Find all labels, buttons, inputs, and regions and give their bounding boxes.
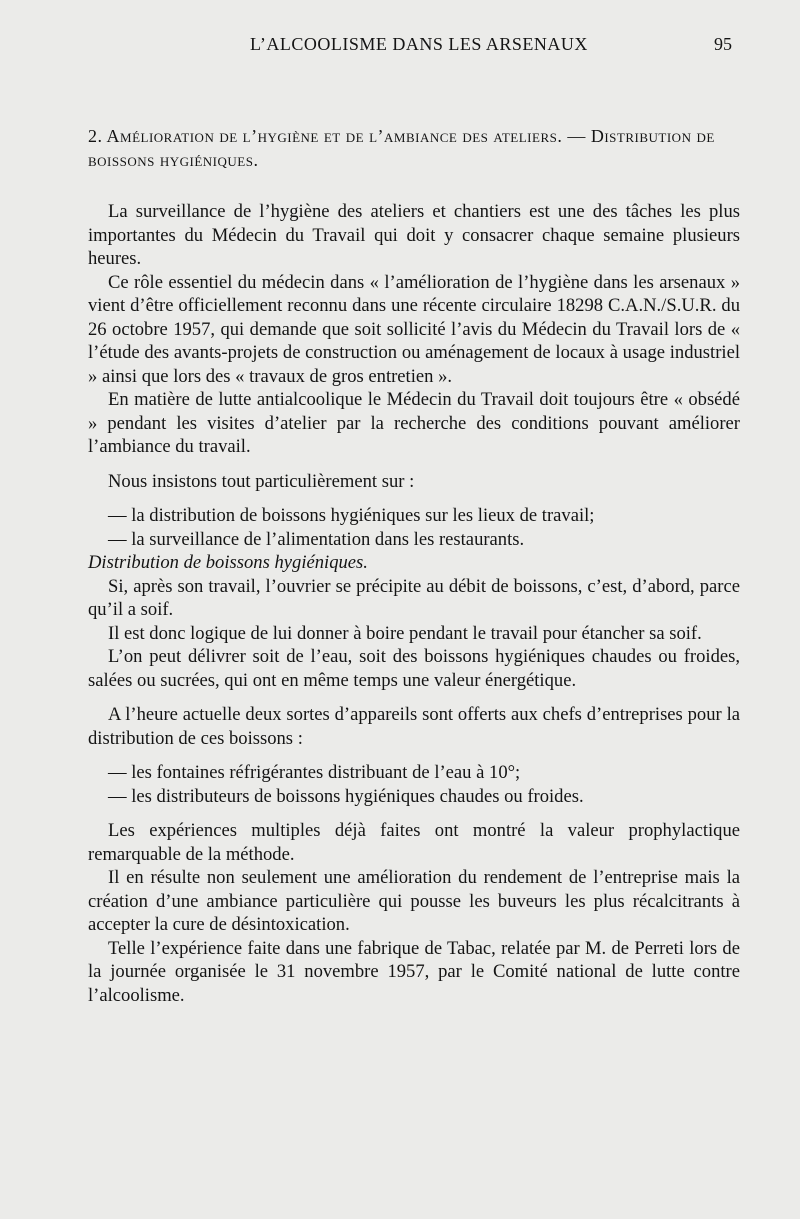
- running-title: L’ALCOOLISME DANS LES ARSENAUX: [250, 34, 588, 54]
- paragraph: L’on peut délivrer soit de l’eau, soit des boissons hygiéniques chaudes ou froides, salées ou sucrées, qui ont en même temps une valeur énergétique.: [88, 646, 740, 691]
- page-number: 95: [714, 34, 732, 54]
- paragraph: Nous insistons tout particulièrement sur :: [108, 470, 415, 492]
- section-number: 2.: [88, 126, 103, 146]
- paragraph: Les expériences multiples déjà faites ont montré la valeur prophylactique remarquable de la méthode.: [88, 820, 740, 865]
- section-heading: [88, 124, 748, 172]
- paragraph: Telle l’expérience faite dans une fabrique de Tabac, relatée par M. de Perreti lors de la journée organisée le 31 novembre 1957, par le Comité national de lutte contre l’alcoolisme.: [88, 937, 740, 1006]
- subheading: Distribution de boissons hygiéniques.: [88, 552, 368, 573]
- section-title: Amélioration de l’hygiène et de l’ambiance des ateliers. — Distribution de boissons hygiéniques.: [88, 126, 715, 170]
- paragraph: Il en résulte non seulement une amélioration du rendement de l’entreprise mais la création d’une ambiance particulière qui pousse les buveurs les plus récalcitrants à accepter la cure de désintoxication.: [88, 867, 740, 935]
- list-item: — la distribution de boissons hygiéniques sur les lieux de travail;: [108, 505, 595, 526]
- paragraph: En matière de lutte antialcoolique le Médecin du Travail doit toujours être « obsédé » pendant les visites d’atelier par la recherche des conditions pouvant améliorer l’ambiance du travail.: [88, 389, 740, 457]
- list-item: — les fontaines réfrigérantes distribuant de l’eau à 10°;: [108, 762, 521, 783]
- body-text: [88, 200, 740, 1007]
- paragraph: A l’heure actuelle deux sortes d’appareils sont offerts aux chefs d’entreprises pour la distribution de ces boissons :: [88, 704, 740, 749]
- running-head: [0, 34, 800, 64]
- list-item: — la surveillance de l’alimentation dans les restaurants.: [108, 528, 525, 550]
- list-item: — les distributeurs de boissons hygiéniques chaudes ou froides.: [108, 785, 584, 807]
- paragraph: La surveillance de l’hygiène des ateliers et chantiers est une des tâches les plus importantes du Médecin du Travail qui doit y consacrer chaque semaine plusieurs heures.: [88, 201, 740, 269]
- paragraph: Ce rôle essentiel du médecin dans « l’amélioration de l’hygiène dans les arsenaux » vient d’être officiellement reconnu dans une récente circulaire 18298 C.A.N./S.U.R. du 26 octobre 1957, qui demande que soit sollicité l’avis du Médecin du Travail lors de « l’étude des avants-projets de construction ou aménagement de locaux à usage industriel » ainsi que lors des « travaux de gros entretien ».: [88, 271, 740, 387]
- paragraph: Si, après son travail, l’ouvrier se précipite au débit de boissons, c’est, d’abord, parce qu’il a soif.: [88, 575, 740, 620]
- paragraph: Il est donc logique de lui donner à boire pendant le travail pour étancher sa soif.: [108, 622, 702, 644]
